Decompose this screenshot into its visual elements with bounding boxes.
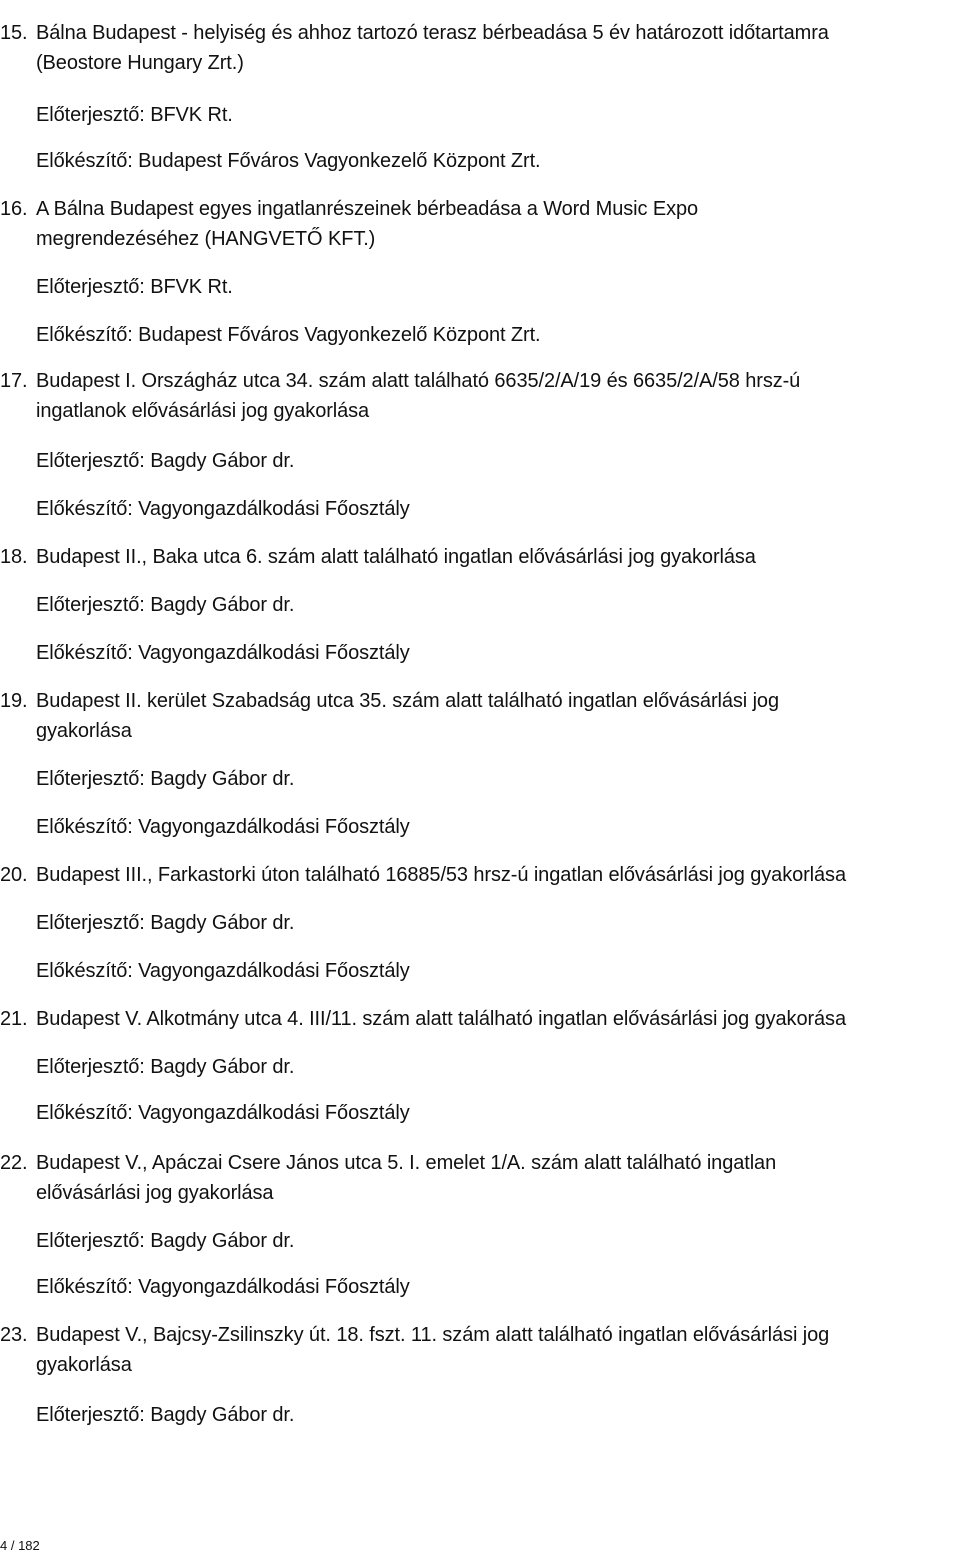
agenda-item-title [0, 542, 960, 572]
agenda-item-20 [0, 860, 960, 890]
agenda-item-title-line2: gyakorlása [36, 720, 132, 742]
agenda-item-title-line1: Budapest III., Farkastorki úton található 16885/53 hrsz-ú ingatlan elővásárlási jog gyakorlása [36, 864, 846, 886]
agenda-item-title-line1: Budapest V., Apáczai Csere János utca 5. I. emelet 1/A. szám alatt található ingatlan [36, 1152, 777, 1174]
preparer-line: Előkészítő: Vagyongazdálkodási Főosztály [36, 816, 410, 838]
agenda-item-17 [0, 366, 960, 426]
agenda-item-number: 20. [0, 864, 28, 886]
agenda-item-title-line1: Budapest I. Országház utca 34. szám alatt található 6635/2/A/19 és 6635/2/A/58 hrsz-ú [36, 370, 801, 392]
preparer-line: Előkészítő: Vagyongazdálkodási Főosztály [36, 1102, 410, 1124]
preparer-line: Előkészítő: Budapest Főváros Vagyonkezelő Központ Zrt. [36, 324, 541, 346]
agenda-item-19 [0, 686, 960, 746]
agenda-item-title-line1: A Bálna Budapest egyes ingatlanrészeinek bérbeadása a Word Music Expo [36, 198, 699, 220]
agenda-item-title-line2: megrendezéséhez (HANGVETŐ KFT.) [36, 228, 376, 250]
agenda-item-title [0, 1320, 960, 1380]
agenda-item-title [0, 366, 960, 426]
preparer-line: Előkészítő: Vagyongazdálkodási Főosztály [36, 1276, 410, 1298]
agenda-item-title-line1: Bálna Budapest - helyiség és ahhoz tartozó terasz bérbeadása 5 év határozott időtartamra [36, 22, 829, 44]
preparer-line: Előkészítő: Vagyongazdálkodási Főosztály [36, 642, 410, 664]
agenda-item-title [0, 194, 960, 254]
agenda-item-number: 19. [0, 690, 28, 712]
presenter-line: Előterjesztő: Bagdy Gábor dr. [36, 1404, 295, 1426]
presenter-line: Előterjesztő: Bagdy Gábor dr. [36, 1056, 295, 1078]
agenda-item-title-line2: gyakorlása [36, 1354, 132, 1376]
presenter-line: Előterjesztő: Bagdy Gábor dr. [36, 1230, 295, 1252]
preparer-line: Előkészítő: Vagyongazdálkodási Főosztály [36, 960, 410, 982]
agenda-item-title [0, 1148, 960, 1208]
agenda-item-number: 18. [0, 546, 28, 568]
agenda-item-title-line1: Budapest II., Baka utca 6. szám alatt található ingatlan elővásárlási jog gyakorlása [36, 546, 756, 568]
agenda-item-16 [0, 194, 960, 254]
presenter-line: Előterjesztő: BFVK Rt. [36, 276, 233, 298]
presenter-line: Előterjesztő: Bagdy Gábor dr. [36, 594, 295, 616]
agenda-item-title [0, 1004, 960, 1034]
agenda-item-number: 17. [0, 370, 28, 392]
presenter-line: Előterjesztő: BFVK Rt. [36, 104, 233, 126]
preparer-line: Előkészítő: Vagyongazdálkodási Főosztály [36, 498, 410, 520]
agenda-item-title-line1: Budapest V. Alkotmány utca 4. III/11. szám alatt található ingatlan elővásárlási jog gyakorása [36, 1008, 846, 1030]
agenda-item-number: 23. [0, 1324, 28, 1346]
agenda-item-21 [0, 1004, 960, 1034]
agenda-item-title [0, 18, 960, 78]
presenter-line: Előterjesztő: Bagdy Gábor dr. [36, 768, 295, 790]
agenda-item-number: 22. [0, 1152, 28, 1174]
agenda-item-number: 16. [0, 198, 28, 220]
agenda-item-title [0, 686, 960, 746]
preparer-line: Előkészítő: Budapest Főváros Vagyonkezelő Központ Zrt. [36, 150, 541, 172]
page-number: 4 / 182 [0, 1538, 40, 1553]
agenda-item-23 [0, 1320, 960, 1380]
agenda-item-title-line2: (Beostore Hungary Zrt.) [36, 52, 244, 74]
presenter-line: Előterjesztő: Bagdy Gábor dr. [36, 912, 295, 934]
agenda-item-title [0, 860, 960, 890]
agenda-item-number: 21. [0, 1008, 28, 1030]
presenter-line: Előterjesztő: Bagdy Gábor dr. [36, 450, 295, 472]
agenda-item-title-line2: elővásárlási jog gyakorlása [36, 1182, 274, 1204]
agenda-item-title-line1: Budapest II. kerület Szabadság utca 35. szám alatt található ingatlan elővásárlási jog [36, 690, 779, 712]
agenda-item-title-line2: ingatlanok elővásárlási jog gyakorlása [36, 400, 370, 422]
agenda-item-number: 15. [0, 22, 28, 44]
agenda-item-15 [0, 18, 960, 78]
agenda-item-title-line1: Budapest V., Bajcsy-Zsilinszky út. 18. fszt. 11. szám alatt található ingatlan elővásárlási jog [36, 1324, 830, 1346]
agenda-item-18 [0, 542, 960, 572]
agenda-item-22 [0, 1148, 960, 1208]
